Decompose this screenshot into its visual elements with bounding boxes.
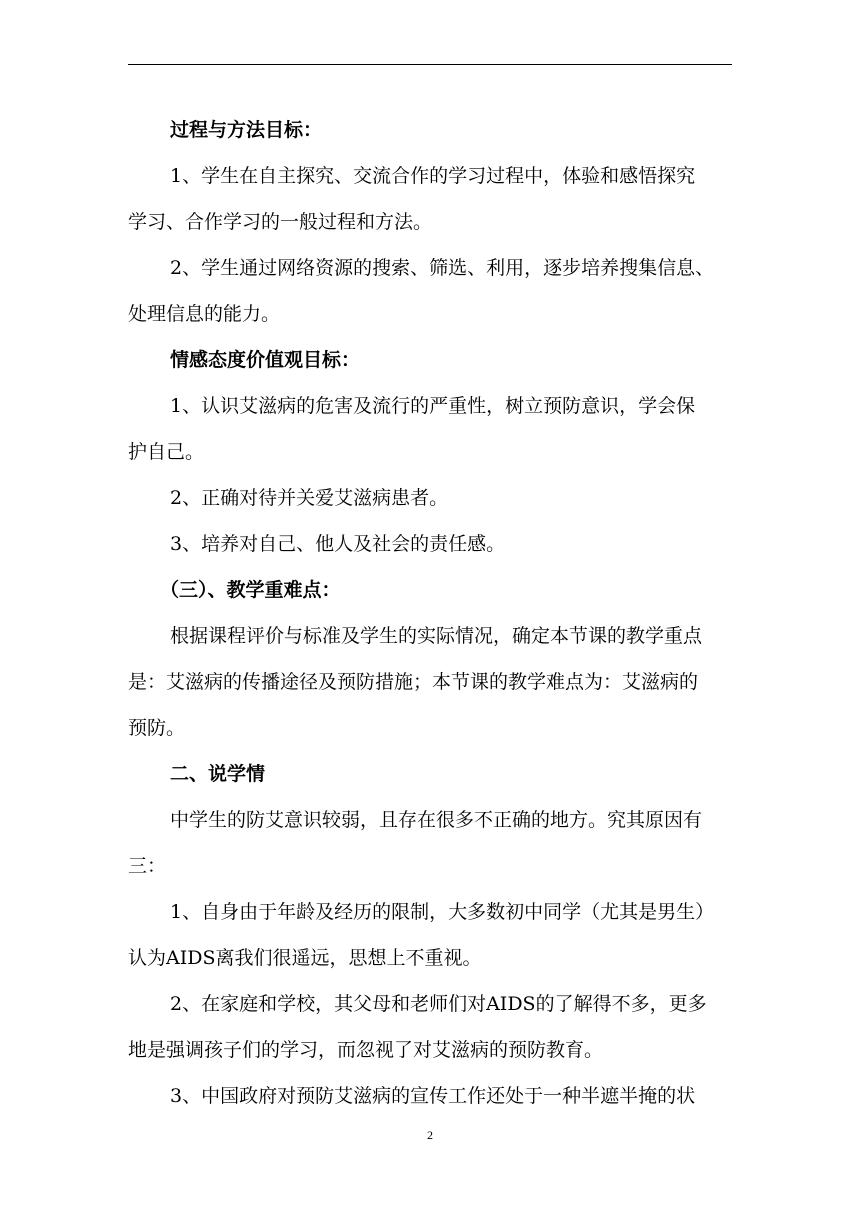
paragraph-line: 处理信息的能力。: [128, 303, 281, 325]
paragraph-line: 地是强调孩子们的学习，而忽视了对艾滋病的预防教育。: [128, 1039, 604, 1061]
paragraph-line: 3、培养对自己、他人及社会的责任感。: [170, 533, 506, 555]
paragraph-line: 根据课程评价与标准及学生的实际情况，确定本节课的教学重点: [170, 625, 703, 647]
heading-student-analysis: 二、说学情: [170, 763, 266, 785]
paragraph-line: 护自己。: [128, 441, 205, 463]
paragraph-line: 2、正确对待并关爱艾滋病患者。: [170, 487, 449, 509]
paragraph-line: 1、自身由于年龄及经历的限制，大多数初中同学（尤其是男生）: [170, 901, 715, 923]
header-rule: [128, 64, 732, 65]
paragraph-line: 1、认识艾滋病的危害及流行的严重性，树立预防意识，学会保: [170, 395, 696, 417]
paragraph-line: 三：: [128, 855, 167, 877]
heading-emotion-attitude-goals: 情感态度价值观目标：: [170, 349, 361, 371]
paragraph-line: 1、学生在自主探究、交流合作的学习过程中，体验和感悟探究: [170, 165, 696, 187]
paragraph-line: 2、学生通过网络资源的搜索、筛选、利用，逐步培养搜集信息、: [170, 257, 715, 279]
heading-teaching-key-points: （三）、教学重难点：: [160, 579, 341, 601]
page-number: 2: [427, 1128, 433, 1142]
paragraph-line: 学习、合作学习的一般过程和方法。: [128, 211, 433, 233]
paragraph-line: 中学生的防艾意识较弱，且存在很多不正确的地方。究其原因有: [170, 809, 703, 831]
paragraph-line: 3、中国政府对预防艾滋病的宣传工作还处于一种半遮半掩的状: [170, 1085, 696, 1107]
paragraph-line: 2、在家庭和学校，其父母和老师们对AIDS的了解得不多，更多: [170, 993, 707, 1015]
heading-process-method-goals: 过程与方法目标：: [170, 119, 323, 141]
paragraph-line: 预防。: [128, 717, 186, 739]
paragraph-line: 是：艾滋病的传播途径及预防措施；本节课的教学难点为：艾滋病的: [128, 671, 699, 693]
paragraph-line: 认为AIDS离我们很遥远，思想上不重视。: [128, 947, 482, 969]
